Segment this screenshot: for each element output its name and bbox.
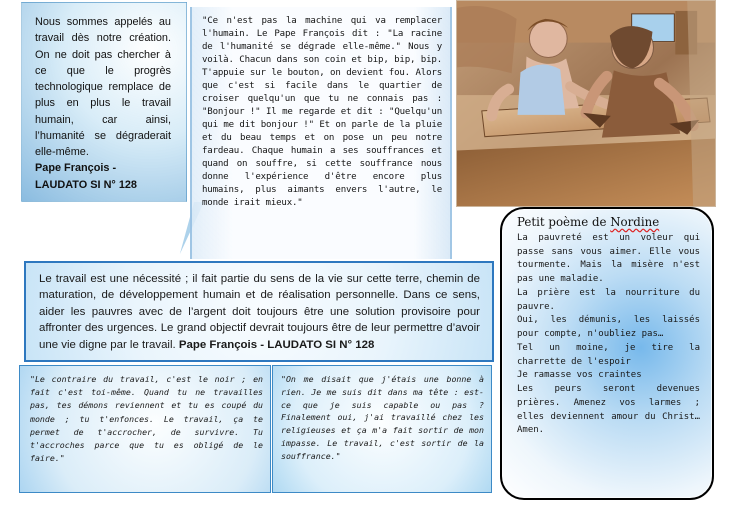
poem-line: Les peurs seront devenues prières. Amenez vos larmes ; elles deviennent amour du Christ… Amen. (517, 384, 700, 436)
bottom-left-quote-card (19, 365, 271, 493)
work-quote-attribution: Pape François - LAUDATO SI N° 128 (178, 338, 375, 351)
main-quote-text: "Ce n'est pas la machine qui va remplacer l'humain. Le Pape François dit : "La racine de l'humanité se dégrade elle-même." Nous y voilà. Chacun dans son coin et bip, bip, bip. T'appuie sur le bouton, on devient fou. Alors que c'est si facile dans le quartier de croiser quelqu'un que tu ne connais pas : "Bonjour !" Il me regarde et dit : "Quelqu'un qui me dit bonjour !" Et on parle de la pluie et du beau temps et on pose un peu notre fardeau. Chaque humain a ses souffrances et quand on souffre, si cette souffrance nous donne l'expérience d'être encore plus humains, plus aimants envers l'autre, le monde irait mieux." (202, 16, 442, 208)
poem-card (500, 207, 714, 500)
workshop-illustration (456, 0, 716, 207)
poem-title (517, 215, 700, 230)
poem-line: La pauvreté est un voleur qui passe sans vous aimer. Elle vous tourmente. Mais la misère n'est pas une maladie. (517, 232, 700, 285)
top-left-quote-card (21, 2, 187, 202)
poem-author-name: Nordine (610, 215, 660, 229)
bottom-right-quote-text: "On me disait que j'étais une bonne à rien. Je me suis dit dans ma tête : est-ce que je suis capable ou pas ? Finalement oui, j'ai travaillé chez les religieuses et ça m'a fait sortir de mon impasse. Le travail, c'est sortir de la souffrance." (281, 374, 484, 461)
carpentry-scene-image (457, 1, 715, 206)
poem-line: Tel un moine, je tire la charrette de l'espoir (517, 342, 700, 367)
work-quote-card (24, 261, 494, 362)
bottom-left-quote-text: "Le contraire du travail, c'est le noir ; en fait c'est toi-même. Quand tu ne travailles pas, tes démons reviennent et tu es coupé du monde ; tu t'enfonces. Le travail, ça te permet de t'accrocher, de survivre. Tu t'accroches parce que tu es obligé de le faire." (30, 374, 263, 464)
main-quote-card (190, 7, 452, 259)
poem-line: Je ramasse vos craintes (517, 370, 642, 381)
bottom-right-quote-card (272, 365, 492, 493)
poem-line: La prière est la nourriture du pauvre. (517, 287, 700, 312)
top-left-quote-text: Nous sommes appelés au travail dès notre création. On ne doit pas chercher à ce que le progrès technologique remplace de plus en plus le travail humain, car ainsi, l’humanité se dégraderait elle-même. (35, 16, 171, 158)
top-left-quote-attribution: Pape François - LAUDATO SI N° 128 (35, 162, 137, 191)
poem-title-prefix: Petit poème de (517, 215, 611, 229)
work-quote-body: Le travail est une nécessité ; il fait partie du sens de la vie sur cette terre, chemin de maturation, de développement humain et de réalisation personnelle. Dans ce sens, aider les pauvres avec de l’argent doit toujours être une solution provisoire pour affronter des urgences. Le grand objectif devrait toujours être de leur permettre d’avoir une vie digne par le travail. (39, 273, 480, 351)
poem-line: Oui, les démunis, les laissés pour compte, n'oubliez pas… (517, 315, 700, 340)
